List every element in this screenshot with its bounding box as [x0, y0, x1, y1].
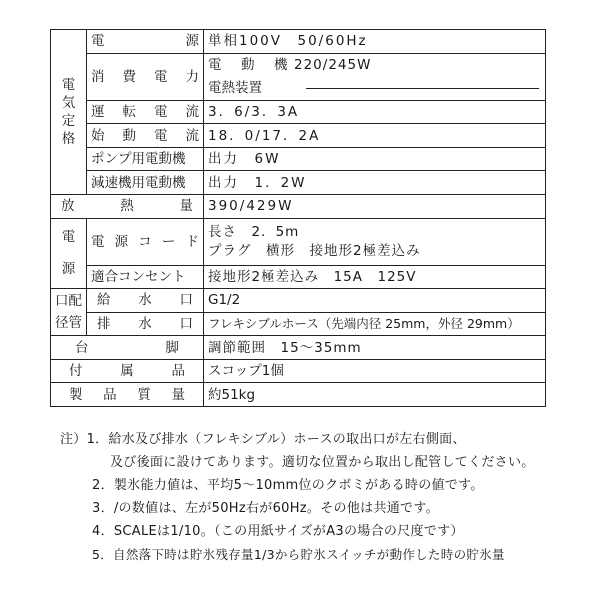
label-accessory: 付 属 品 — [51, 359, 204, 383]
row-weight — [51, 383, 546, 407]
cord-length: 長さ 2．5m — [208, 223, 300, 240]
group-piping — [51, 289, 87, 336]
row-accessory — [51, 359, 546, 383]
value-start-current: 18．0/17．2A — [204, 124, 546, 148]
value-pump-motor: 出力 6W — [204, 147, 546, 171]
value-drain: フレキシブルホース（先端内径 25mm，外径 29mm） — [204, 312, 546, 336]
heater-key: 電熱装置 — [208, 80, 262, 97]
row-consumption — [51, 53, 546, 77]
label-drain: 排 水 口 — [87, 312, 204, 336]
row-pump-motor — [51, 147, 546, 171]
value-accessory: スコップ1個 — [204, 359, 546, 383]
value-legs: 調節範囲 15～35mm — [204, 336, 546, 360]
value-consumption-motor — [204, 53, 546, 77]
spec-table — [50, 29, 546, 407]
cord-plug: プラグ 横形 接地形2極差込み — [208, 242, 421, 259]
value-weight: 約51kg — [204, 383, 546, 407]
label-water-supply: 給 水 口 — [87, 289, 204, 313]
label-weight: 製 品 質 量 — [51, 383, 204, 407]
label-outlet: 適合コンセント — [87, 265, 204, 289]
note-line-1: 注）1．給水及び排水（フレキシブル）ホースの取出口が左右側面、 — [60, 432, 466, 447]
group-source-char-1: 電 — [61, 229, 76, 246]
value-heat: 390/429W — [204, 194, 546, 218]
note-line-5: 4．SCALEは1/10。（この用紙サイズがA3の場合の尺度です） — [92, 524, 464, 539]
note-line-2: 及び後面に設けてあります。適切な位置から取出し配管してください。 — [110, 455, 535, 470]
row-start-current — [51, 124, 546, 148]
group-electrical-rating — [51, 30, 87, 195]
group-source-char-2: 源 — [61, 261, 76, 278]
row-run-current — [51, 100, 546, 124]
value-reducer-motor: 出力 1．2W — [204, 171, 546, 195]
motor-key: 電 動 機 — [208, 57, 291, 74]
label-cord: 電 源 コ ー ド — [87, 218, 204, 265]
value-power-source: 単相100V 50/60Hz — [204, 30, 546, 54]
row-legs — [51, 336, 546, 360]
value-outlet: 接地形2極差込み 15A 125V — [204, 265, 546, 289]
group-electrical-char-4: 格 — [61, 130, 76, 147]
group-power-source — [51, 218, 87, 289]
label-consumption: 消 費 電 力 — [87, 53, 204, 100]
row-outlet — [51, 265, 546, 289]
group-piping-bottom: 径管 — [55, 315, 82, 332]
row-reducer-motor — [51, 171, 546, 195]
label-heat: 放 熱 量 — [51, 194, 204, 218]
value-water-supply: G1/2 — [204, 289, 546, 313]
motor-value: 220/245W — [294, 57, 372, 74]
label-start-current: 始 動 電 流 — [87, 124, 204, 148]
value-run-current: 3．6/3．3A — [204, 100, 546, 124]
note-line-4: 3．/の数値は、左が50Hz右が60Hz。その他は共通です。 — [92, 501, 439, 516]
row-cord — [51, 218, 546, 265]
group-electrical-char-2: 気 — [61, 94, 76, 111]
group-electrical-char-1: 電 — [61, 76, 76, 93]
label-legs: 台 脚 — [51, 336, 204, 360]
label-pump-motor: ポンプ用電動機 — [87, 147, 204, 171]
value-consumption-heater — [204, 77, 546, 101]
group-piping-top: 口配 — [55, 293, 82, 310]
note-line-3: 2．製氷能力値は、平均5～10mm位のクボミがある時の値です。 — [92, 478, 484, 493]
heater-blank-line — [306, 88, 539, 89]
row-water-supply — [51, 289, 546, 313]
row-drain — [51, 312, 546, 336]
label-reducer-motor: 減速機用電動機 — [87, 171, 204, 195]
group-electrical-char-3: 定 — [61, 112, 76, 129]
label-power-source: 電 源 — [87, 30, 204, 54]
label-run-current: 運 転 電 流 — [87, 100, 204, 124]
value-cord — [204, 218, 546, 265]
note-line-6: 5．自然落下時は貯氷残存量1/3から貯氷スイッチが動作した時の貯氷量 — [92, 547, 505, 562]
row-heat — [51, 194, 546, 218]
notes-section — [60, 428, 592, 566]
row-power-source — [51, 30, 546, 54]
